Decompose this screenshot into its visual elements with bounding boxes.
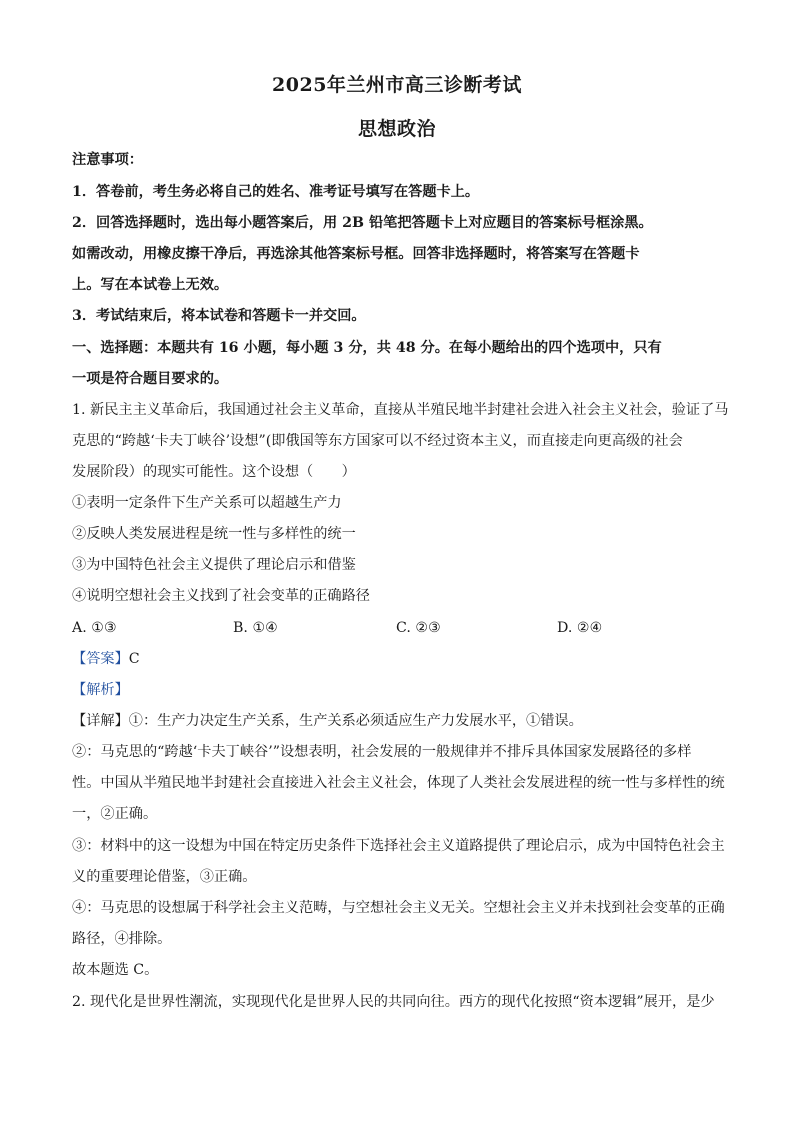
q1-option-c: C. ②③ xyxy=(396,620,441,636)
q1-detail-3-line-2: 义的重要理论借鉴，③正确。 xyxy=(72,869,257,885)
answer-tag: 【答案】 xyxy=(72,651,129,667)
q1-stem-line-3: 发展阶段）的现实可能性。这个设想（ ） xyxy=(72,464,356,480)
q1-conclusion: 故本题选 C。 xyxy=(72,962,159,978)
q1-stem-line-2: 克思的“跨越‘卡夫丁峡谷’设想”(即俄国等东方国家可以不经过资本主义，而直接走向更高级的社会 xyxy=(72,433,683,449)
section-heading-line-1: 一、选择题：本题共有 16 小题，每小题 3 分，共 48 分。在每小题给出的四个选项中，只有 xyxy=(72,340,662,356)
q1-answer-line xyxy=(72,649,722,669)
q1-detail-4-line-1: ④：马克思的设想属于科学社会主义范畴，与空想社会主义无关。空想社会主义并未找到社会变革的正确 xyxy=(72,900,725,916)
notice-item-2-line-1: 2．回答选择题时，选出每小题答案后，用 2B 铅笔把答题卡上对应题目的答案标号框涂黑。 xyxy=(72,215,653,231)
notice-heading: 注意事项： xyxy=(72,152,143,168)
q1-detail-2-line-2: 性。中国从半殖民地半封建社会直接进入社会主义社会，体现了人类社会发展进程的统一性与多样性的统 xyxy=(72,775,725,791)
section-heading-line-2: 一项是符合题目要求的。 xyxy=(72,371,229,387)
q1-statement-2: ②反映人类发展进程是统一性与多样性的统一 xyxy=(72,526,356,542)
q1-detail-line-1 xyxy=(72,711,722,731)
q1-statement-1: ①表明一定条件下生产关系可以超越生产力 xyxy=(72,495,342,511)
analysis-tag: 【解析】 xyxy=(72,682,129,698)
q1-option-a: A. ①③ xyxy=(72,620,117,636)
q1-analysis-line xyxy=(72,680,722,700)
detail-tag: 【详解】 xyxy=(72,713,129,729)
q1-detail-2-line-1: ②：马克思的“跨越‘卡夫丁峡谷’”设想表明，社会发展的一般规律并不排斥具体国家发展路径的多样 xyxy=(72,744,692,760)
notice-item-3: 3．考试结束后，将本试卷和答题卡一并交回。 xyxy=(72,308,366,324)
q2-stem-line-1: 2. 现代化是世界性潮流，实现现代化是世界人民的共同向往。西方的现代化按照“资本逻辑”展开，是少 xyxy=(72,994,715,1010)
q1-statement-3: ③为中国特色社会主义提供了理论启示和借鉴 xyxy=(72,557,356,573)
answer-value: C xyxy=(128,651,140,667)
detail-text-1: ①：生产力决定生产关系，生产关系必须适应生产力发展水平，①错误。 xyxy=(128,713,583,729)
q1-option-d: D. ②④ xyxy=(557,620,603,636)
notice-item-2-line-3: 上。写在本试卷上无效。 xyxy=(72,277,229,293)
subject-title: 思想政治 xyxy=(357,118,436,140)
notice-item-2-line-2: 如需改动，用橡皮擦干净后，再选涂其他答案标号框。回答非选择题时，将答案写在答题卡 xyxy=(72,246,640,262)
q1-detail-4-line-2: 路径，④排除。 xyxy=(72,931,172,947)
q1-detail-3-line-1: ③：材料中的这一设想为中国在特定历史条件下选择社会主义道路提供了理论启示，成为中国特色社会主 xyxy=(72,838,725,854)
q1-detail-2-line-3: 一，②正确。 xyxy=(72,806,158,822)
q1-stem-line-1: 1. 新民主主义革命后，我国通过社会主义革命，直接从半殖民地半封建社会进入社会主义社会，验证了马 xyxy=(72,402,729,418)
notice-item-1: 1．答卷前，考生务必将自己的姓名、准考证号填写在答题卡上。 xyxy=(72,184,480,200)
q1-statement-4: ④说明空想社会主义找到了社会变革的正确路径 xyxy=(72,588,370,604)
q1-option-b: B. ①④ xyxy=(233,620,278,636)
exam-title: 2025年兰州市高三诊断考试 xyxy=(272,74,522,96)
